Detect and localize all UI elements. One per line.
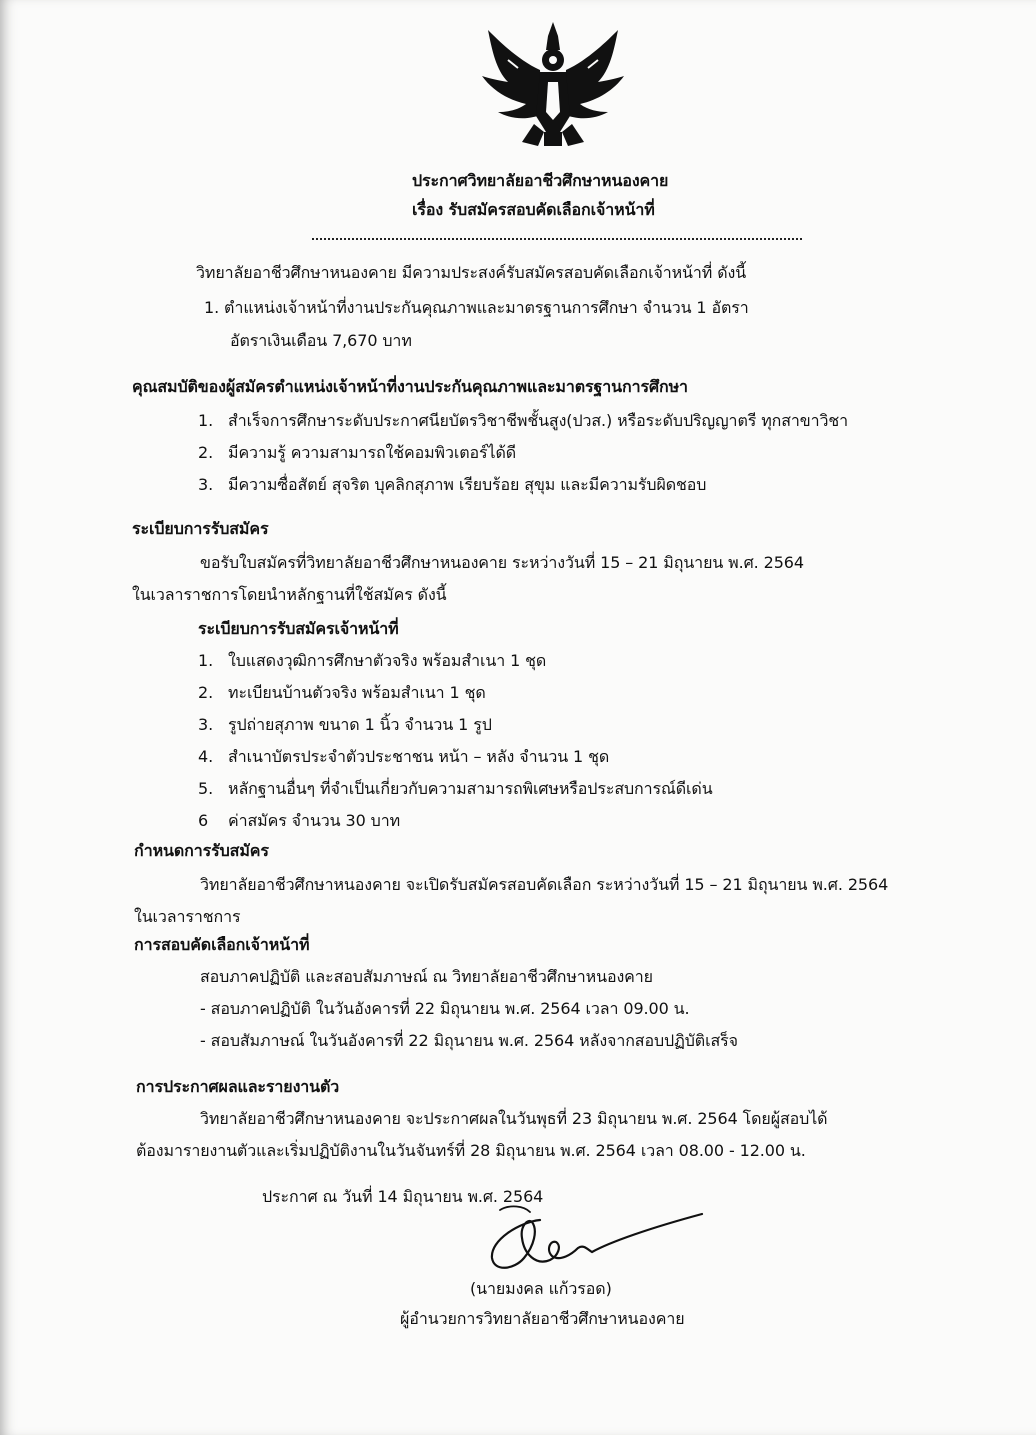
list-text: หลักฐานอื่นๆ ที่จำเป็นเกี่ยวกับความสามารถพิเศษหรือประสบการณ์ดีเด่น xyxy=(228,779,713,798)
list-text: ใบแสดงวุฒิการศึกษาตัวจริง พร้อมสำเนา 1 ชุด xyxy=(228,651,547,670)
signature-image xyxy=(480,1200,710,1280)
intro-line: วิทยาลัยอาชีวศึกษาหนองคาย มีความประสงค์รับสมัครสอบคัดเลือกเจ้าหน้าที่ ดังนี้ xyxy=(196,263,747,282)
list-number: 3. xyxy=(198,475,214,494)
list-number: 5. xyxy=(198,779,214,798)
list-item xyxy=(198,810,400,832)
results-line-1: วิทยาลัยอาชีวศึกษาหนองคาย จะประกาศผลในวันพุธที่ 23 มิถุนายน พ.ศ. 2564 โดยผู้สอบได้ xyxy=(200,1109,828,1128)
list-number: 4. xyxy=(198,747,214,766)
list-text: สำเนาบัตรประจำตัวประชาชน หน้า – หลัง จำนวน 1 ชุด xyxy=(228,747,610,766)
list-text: รูปถ่ายสุภาพ ขนาด 1 นิ้ว จำนวน 1 รูป xyxy=(228,715,492,734)
list-item xyxy=(198,410,848,432)
list-number: 6 xyxy=(198,811,209,830)
exam-line-1: สอบภาคปฏิบัติ และสอบสัมภาษณ์ ณ วิทยาลัยอาชีวศึกษาหนองคาย xyxy=(200,967,653,986)
list-item xyxy=(198,682,486,704)
qualifications-heading: คุณสมบัติของผู้สมัครตำแหน่งเจ้าหน้าที่งานประกันคุณภาพและมาตรฐานการศึกษา xyxy=(132,377,688,396)
schedule-line-1: วิทยาลัยอาชีวศึกษาหนองคาย จะเปิดรับสมัครสอบคัดเลือก ระหว่างวันที่ 15 – 21 มิถุนายน พ.ศ. 2564 xyxy=(200,875,889,894)
list-item xyxy=(198,650,546,672)
list-number: 3. xyxy=(198,715,214,734)
application-line-2: ในเวลาราชการโดยนำหลักฐานที่ใช้สมัคร ดังนี้ xyxy=(132,585,447,604)
results-line-2: ต้องมารายงานตัวและเริ่มปฏิบัติงานในวันจันทร์ที่ 28 มิถุนายน พ.ศ. 2564 เวลา 08.00 - 12.00 น. xyxy=(136,1141,806,1160)
exam-heading: การสอบคัดเลือกเจ้าหน้าที่ xyxy=(134,935,310,954)
list-item xyxy=(198,746,609,768)
list-number: 2. xyxy=(198,683,214,702)
schedule-heading: กำหนดการรับสมัคร xyxy=(134,841,269,860)
list-item xyxy=(198,442,516,464)
dotted-divider xyxy=(312,238,802,240)
document-title: ประกาศวิทยาลัยอาชีวศึกษาหนองคาย xyxy=(412,171,669,190)
schedule-line-2: ในเวลาราชการ xyxy=(134,907,241,926)
list-item xyxy=(198,778,713,800)
list-text: ค่าสมัคร จำนวน 30 บาท xyxy=(228,811,401,830)
list-number: 2. xyxy=(198,443,214,462)
results-heading: การประกาศผลและรายงานตัว xyxy=(136,1077,340,1096)
application-line-1: ขอรับใบสมัครที่วิทยาลัยอาชีวศึกษาหนองคาย ระหว่างวันที่ 15 – 21 มิถุนายน พ.ศ. 2564 xyxy=(200,553,804,572)
list-item xyxy=(198,474,706,496)
document-subject: เรื่อง รับสมัครสอบคัดเลือกเจ้าหน้าที่ xyxy=(412,200,655,219)
exam-line-2: - สอบภาคปฏิบัติ ในวันอังคารที่ 22 มิถุนายน พ.ศ. 2564 เวลา 09.00 น. xyxy=(200,999,690,1018)
announcement-date: ประกาศ ณ วันที่ 14 มิถุนายน พ.ศ. 2564 xyxy=(262,1187,544,1206)
signatory-name: (นายมงคล แก้วรอด) xyxy=(470,1279,612,1298)
list-number: 1. xyxy=(198,651,214,670)
list-text: มีความรู้ ความสามารถใช้คอมพิวเตอร์ได้ดี xyxy=(228,443,517,462)
signatory-title: ผู้อำนวยการวิทยาลัยอาชีวศึกษาหนองคาย xyxy=(400,1309,685,1328)
application-heading: ระเบียบการรับสมัคร xyxy=(132,519,269,538)
application-subheading: ระเบียบการรับสมัครเจ้าหน้าที่ xyxy=(198,619,399,638)
garuda-emblem-icon xyxy=(478,20,628,152)
list-text: สำเร็จการศึกษาระดับประกาศนียบัตรวิชาชีพชั้นสูง(ปวส.) หรือระดับปริญญาตรี ทุกสาขาวิชา xyxy=(228,411,849,430)
list-number: 1. xyxy=(198,411,214,430)
list-text: มีความซื่อสัตย์ สุจริต บุคลิกสุภาพ เรียบร้อย สุขุม และมีความรับผิดชอบ xyxy=(228,475,707,494)
exam-line-3: - สอบสัมภาษณ์ ในวันอังคารที่ 22 มิถุนายน พ.ศ. 2564 หลังจากสอบปฏิบัติเสร็จ xyxy=(200,1031,738,1050)
list-item xyxy=(198,714,492,736)
position-line: 1. ตำแหน่งเจ้าหน้าที่งานประกันคุณภาพและมาตรฐานการศึกษา จำนวน 1 อัตรา xyxy=(204,298,749,317)
salary-line: อัตราเงินเดือน 7,670 บาท xyxy=(230,331,412,350)
list-text: ทะเบียนบ้านตัวจริง พร้อมสำเนา 1 ชุด xyxy=(228,683,486,702)
